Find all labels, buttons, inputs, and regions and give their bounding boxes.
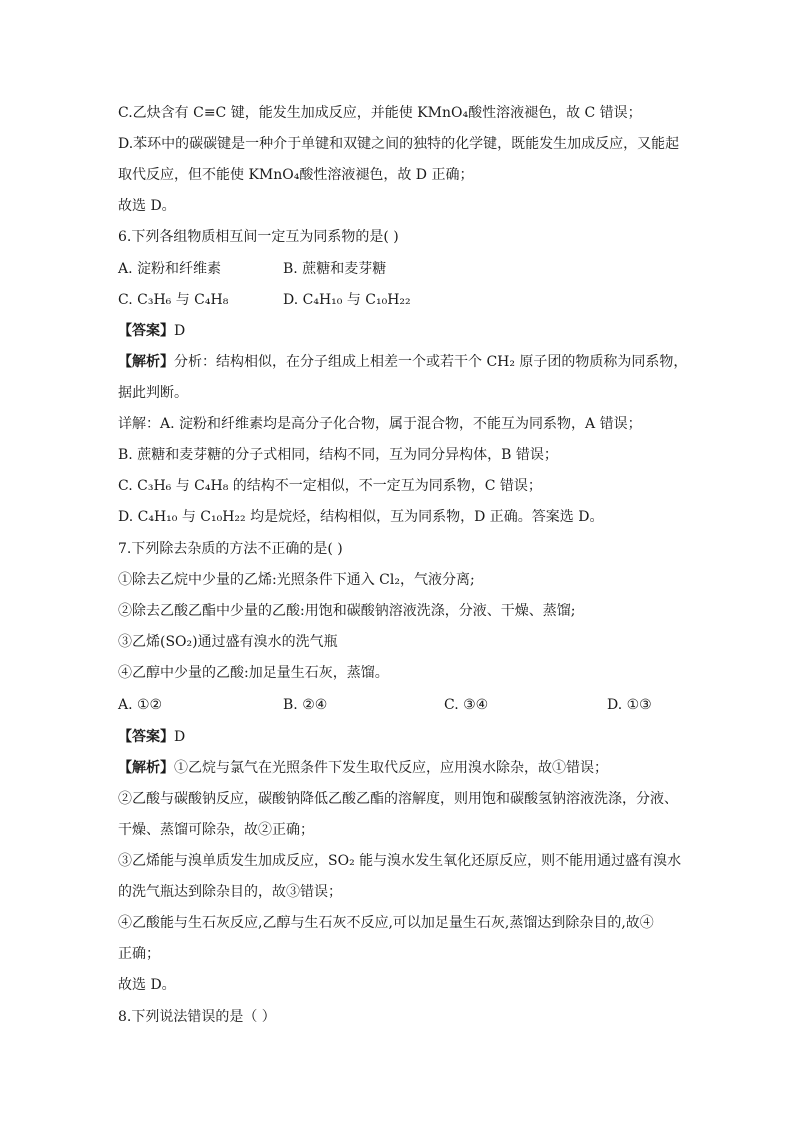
q6-detail-d: D. C₄H₁₀ 与 C₁₀H₂₂ 均是烷烃，结构相似，互为同系物，D 正确。答案选 D。 xyxy=(118,509,604,525)
q7-item-2: ②除去乙酸乙酯中少量的乙酸:用饱和碳酸钠溶液洗涤，分液、干燥、蒸馏; xyxy=(118,603,576,619)
q7-answer xyxy=(118,728,185,746)
q6-detail-c: C. C₃H₆ 与 C₄H₈ 的结构不一定相似，不一定互为同系物，C 错误； xyxy=(118,478,542,494)
q6-detail-b: B. 蔗糖和麦芽糖的分子式相同，结构不同，互为同分异构体，B 错误； xyxy=(118,447,558,463)
q7-option-d: D. ①③ xyxy=(607,697,652,713)
q7-analysis-line3: 干燥、蒸馏可除杂，故②正确； xyxy=(118,822,314,838)
q5-option-d-explanation-line2: 取代反应，但不能使 KMnO₄酸性溶液褪色，故 D 正确； xyxy=(118,167,474,183)
q7-analysis-line2: ②乙酸与碳酸钠反应，碳酸钠降低乙酸乙酯的溶解度，则用饱和碳酸氢钠溶液洗涤，分液、 xyxy=(118,791,678,807)
q6-option-c: C. C₃H₆ 与 C₄H₈ xyxy=(118,292,229,308)
q6-answer xyxy=(118,322,185,340)
q7-analysis-line1 xyxy=(118,759,608,777)
answer-value: D xyxy=(174,729,186,745)
q6-analysis-line2: 据此判断。 xyxy=(118,385,188,401)
q5-option-d-explanation-line1: D.苯环中的碳碳键是一种介于单键和双键之间的独特的化学键，既能发生加成反应，又能起 xyxy=(118,136,680,152)
analysis-text: 分析：结构相似，在分子组成上相差一个或若干个 CH₂ 原子团的物质称为同系物， xyxy=(174,354,688,370)
q7-item-1: ①除去乙烷中少量的乙烯:光照条件下通入 Cl₂，气液分离; xyxy=(118,572,475,588)
q6-stem: 6.下列各组物质相互间一定互为同系物的是( ) xyxy=(118,229,399,245)
q7-analysis-line7: 正确； xyxy=(118,946,160,962)
q7-option-a: A. ①② xyxy=(118,697,163,713)
q6-option-b: B. 蔗糖和麦芽糖 xyxy=(283,261,387,277)
q5-conclusion: 故选 D。 xyxy=(118,198,176,214)
q7-item-4: ④乙醇中少量的乙酸:加足量生石灰，蒸馏。 xyxy=(118,665,389,681)
q7-item-3: ③乙烯(SO₂)通过盛有溴水的洗气瓶 xyxy=(118,634,338,650)
q7-analysis-line4: ③乙烯能与溴单质发生加成反应，SO₂ 能与溴水发生氧化还原反应，则不能用通过盛有溴水 xyxy=(118,853,682,869)
answer-tag: 【答案】 xyxy=(118,729,174,745)
q8-stem: 8.下列说法错误的是（ ） xyxy=(118,1009,276,1025)
q7-analysis-line6: ④乙酸能与生石灰反应,乙醇与生石灰不反应,可以加足量生石灰,蒸馏达到除杂目的,故④ xyxy=(118,915,654,931)
q7-option-b: B. ②④ xyxy=(283,697,328,713)
answer-value: D xyxy=(174,323,186,339)
answer-tag: 【答案】 xyxy=(118,323,174,339)
q7-option-c: C. ③④ xyxy=(444,697,489,713)
q7-stem: 7.下列除去杂质的方法不正确的是( ) xyxy=(118,541,343,557)
q6-option-d: D. C₄H₁₀ 与 C₁₀H₂₂ xyxy=(283,292,411,308)
q6-analysis-line1 xyxy=(118,353,687,371)
q5-option-c-explanation: C.乙炔含有 C≡C 键，能发生加成反应，并能使 KMnO₄酸性溶液褪色，故 C 错误； xyxy=(118,105,642,121)
analysis-text: ①乙烷与氯气在光照条件下发生取代反应，应用溴水除杂，故①错误； xyxy=(174,760,608,776)
q7-analysis-line5: 的洗气瓶达到除杂目的，故③错误； xyxy=(118,884,342,900)
analysis-tag: 【解析】 xyxy=(118,354,174,370)
analysis-tag: 【解析】 xyxy=(118,760,174,776)
q6-option-a: A. 淀粉和纤维素 xyxy=(118,261,222,277)
q6-detail-a: 详解：A. 淀粉和纤维素均是高分子化合物，属于混合物，不能互为同系物，A 错误； xyxy=(118,416,642,432)
q7-conclusion: 故选 D。 xyxy=(118,977,176,993)
